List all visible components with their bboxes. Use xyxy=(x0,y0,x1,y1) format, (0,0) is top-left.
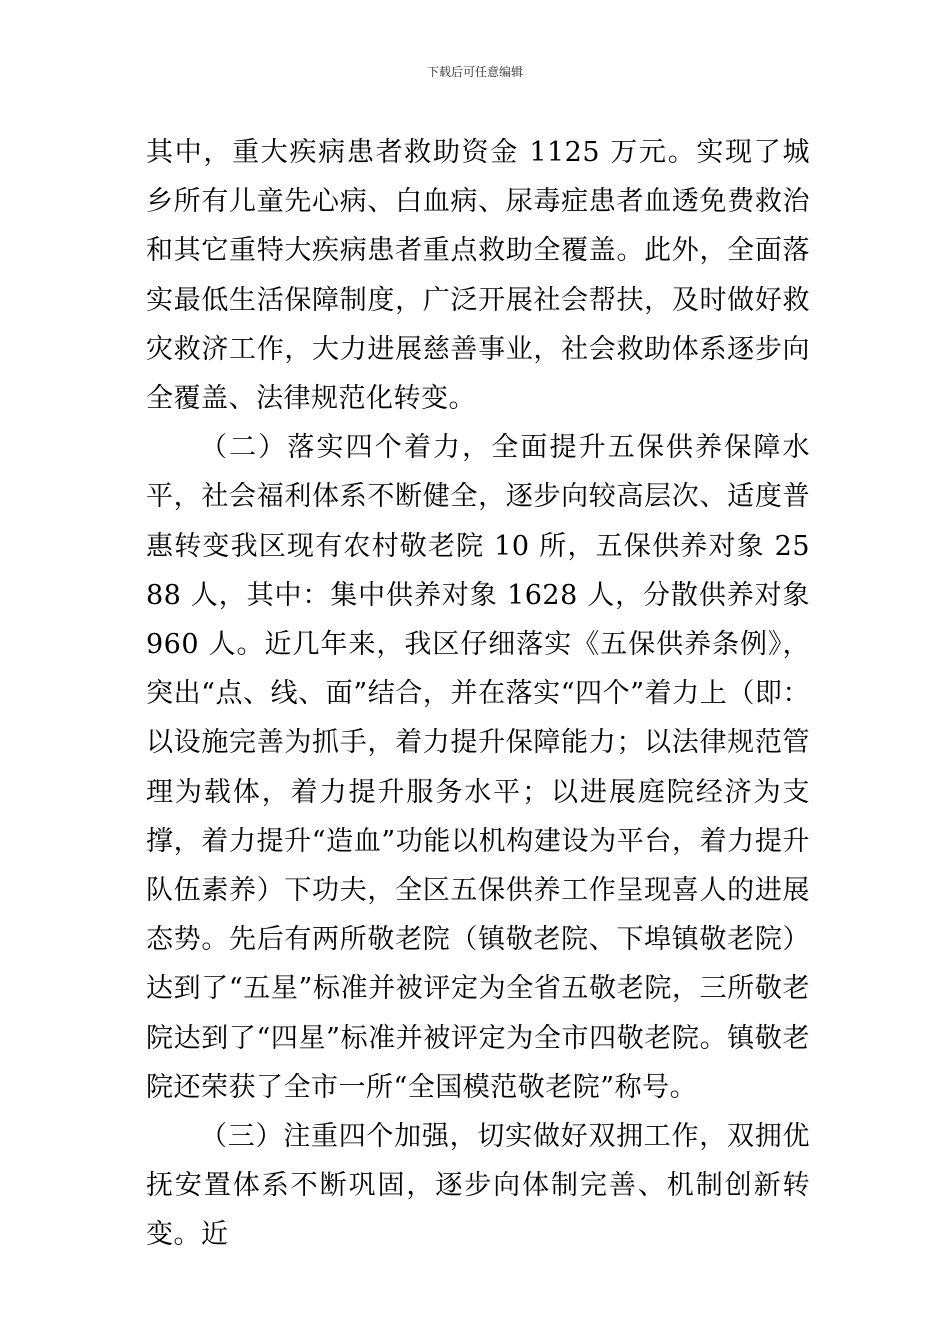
paragraph-relief-summary: 其中，重大疾病患者救助资金 1125 万元。实现了城乡所有儿童先心病、白血病、尿毒症患者血透免费救治和其它重特大疾病患者重点救助全覆盖。此外，全面落实最低生活保障制度，广泛开展社会帮扶，及时做好救灾救济工作，大力进展慈善事业，社会救助体系逐步向全覆盖、法律规范化转变。 xyxy=(146,137,810,415)
document-body xyxy=(146,128,810,1260)
paragraph-double-support: （三）注重四个加强，切实做好双拥工作，双拥优抚安置体系不断巩固，逐步向体制完善、机制创新转变。近 xyxy=(146,1121,810,1251)
paragraph-five-guarantees: （二）落实四个着力，全面提升五保供养保障水平，社会福利体系不断健全，逐步向较高层次、适度普惠转变我区现有农村敬老院 10 所，五保供养对象 2588 人，其中：集中供养对象 1628 人，分散供养对象 960 人。近几年来，我区仔细落实《五保供养条例》，突出“点、线、面”结合，并在落实“四个”着力上（即：以设施完善为抓手，着力提升保障能力；以法律规范管理为载体，着力提升服务水平；以进展庭院经济为支撑，着力提升“造血”功能以机构建设为平台，着力提升队伍素养）下功夫，全区五保供养工作呈现喜人的进展态势。先后有两所敬老院（镇敬老院、下埠镇敬老院）达到了“五星”标准并被评定为全省五敬老院，三所敬老院达到了“四星”标准并被评定为全市四敬老院。镇敬老院还荣获了全市一所“全国模范敬老院”称号。 xyxy=(146,432,810,1103)
page-header: 下载后可任意编辑 xyxy=(426,65,523,79)
